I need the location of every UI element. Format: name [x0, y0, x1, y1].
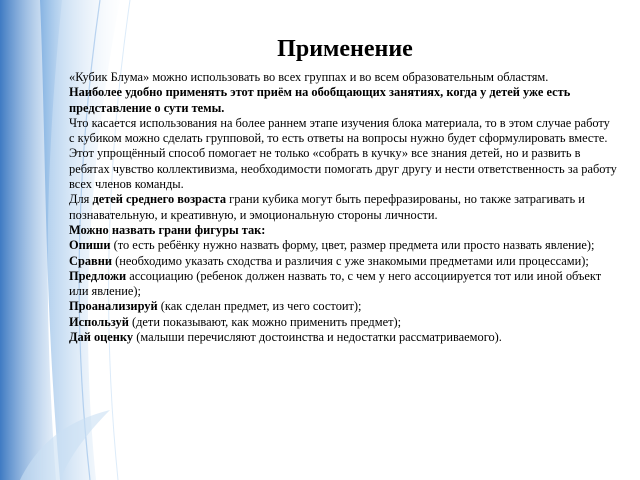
paragraph-early-stage: Что касается использования на более раннем этапе изучения блока материала, то в этом случае работу с кубиком можно сделать групповой, то есть ответы на вопросы нужно будет сформулировать вместе.: [69, 115, 610, 146]
face-label: Опиши: [69, 238, 111, 253]
face-item: [69, 254, 617, 269]
face-item: [69, 238, 617, 253]
face-text: (малыши перечисляют достоинства и недостатки рассматриваемого).: [133, 330, 502, 345]
slide-title: Применение: [277, 36, 413, 62]
faces-heading: Можно назвать грани фигуры так:: [69, 222, 266, 237]
paragraph-middle-age: [69, 192, 617, 223]
face-text: ассоциацию (ребенок должен назвать то, с чем у него ассоциируется тот или иной объект или явление);: [69, 268, 602, 299]
middle-age-bold: детей среднего возраста: [92, 192, 227, 207]
face-label: Дай оценку: [69, 330, 134, 345]
middle-age-rest: грани кубика могут быть перефразированы, но также затрагивать и познавательную, и креативную, и эмоциональную стороны личности.: [69, 192, 585, 222]
slide-body: [69, 70, 617, 345]
paragraph-usage: «Кубик Блума» можно использовать во всех группах и во всем образовательным областям.: [69, 70, 549, 84]
face-text: (необходимо указать сходства и различия с уже знакомыми предметами или процессами);: [112, 253, 589, 268]
face-label: Предложи: [69, 268, 127, 283]
middle-age-prefix: Для: [69, 192, 93, 207]
face-label: Проанализируй: [69, 299, 158, 314]
face-item: [69, 269, 617, 300]
face-item: [69, 315, 617, 330]
face-item: [69, 330, 617, 345]
paragraph-simplified-method: Этот упрощённый способ помогает не только «собрать в кучку» все знания детей, но и развить в ребятах чувство коллективизма, необходимости помогать друг другу и нести ответственность за работу всех членов команды.: [69, 146, 617, 192]
face-text: (то есть ребёнку нужно назвать форму, цвет, размер предмета или просто назвать явление);: [110, 238, 595, 253]
face-item: [69, 299, 617, 314]
face-label: Используй: [69, 314, 129, 329]
face-text: (как сделан предмет, из чего состоит);: [157, 299, 362, 314]
face-text: (дети показывают, как можно применить предмет);: [128, 314, 402, 329]
paragraph-best-use: Наиболее удобно применять этот приём на обобщающих занятиях, когда у детей уже есть представление о сути темы.: [69, 85, 571, 115]
face-label: Сравни: [69, 253, 113, 268]
